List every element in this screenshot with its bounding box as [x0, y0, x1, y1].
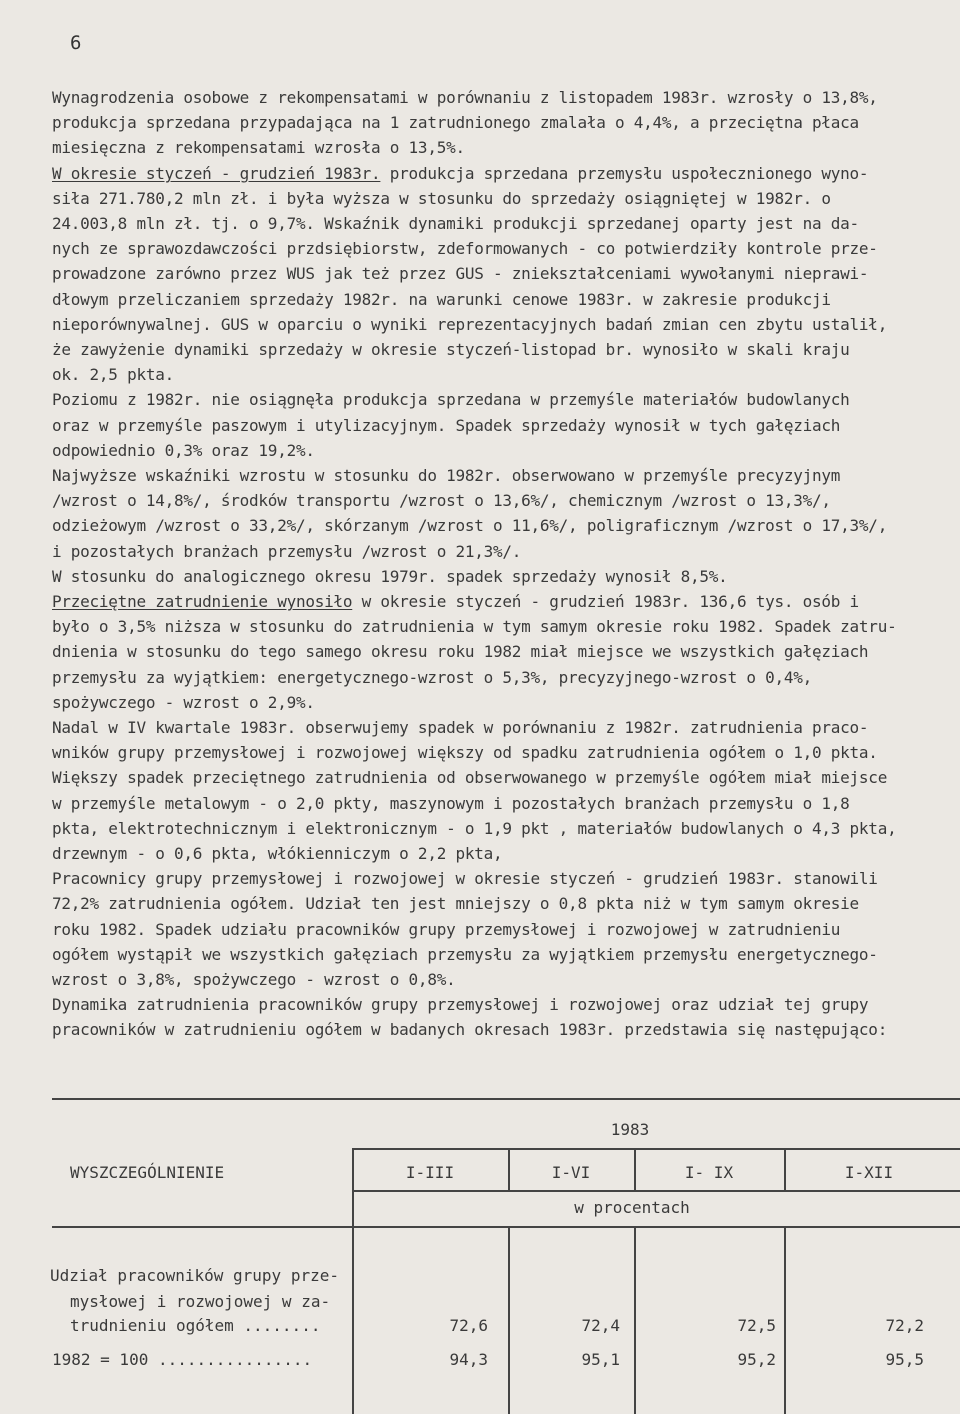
- text-line: [52, 693, 952, 713]
- text-line: [52, 970, 952, 990]
- table-col-header: I-VI: [551, 1163, 591, 1182]
- table-header-rule: [52, 1226, 960, 1228]
- line-text: oraz w przemyśle paszowym i utylizacyjnym. Spadek sprzedaży wynosił w tych gałęziach: [52, 416, 841, 435]
- text-line: [52, 920, 952, 940]
- text-line: [52, 945, 952, 965]
- table-top-rule: [52, 1098, 960, 1100]
- line-text: ogółem wystąpił we wszystkich gałęziach przemysłu za wyjątkiem przemysłu energetycznego-: [52, 945, 878, 964]
- text-line: [52, 390, 952, 410]
- line-text: że zawyżenie dynamiki sprzedaży w okresie styczeń-listopad br. wynosiło w skali kraju: [52, 340, 850, 359]
- table-col-header: I-III: [405, 1163, 455, 1182]
- line-text: Poziomu z 1982r. nie osiągnęła produkcja sprzedana w przemyśle materiałów budowlanych: [52, 390, 850, 409]
- text-line: [52, 491, 952, 511]
- text-line: [52, 138, 952, 158]
- table-vrule: [352, 1148, 354, 1414]
- table-vrule: [508, 1150, 510, 1192]
- text-line: [52, 592, 952, 612]
- text-line: [52, 365, 952, 385]
- text-line: [52, 894, 952, 914]
- table-row-label: mysłowej i rozwojowej w za-: [70, 1292, 331, 1311]
- line-text: W stosunku do analogicznego okresu 1979r. spadek sprzedaży wynosił 8,5%.: [52, 567, 728, 586]
- line-text: siła 271.780,2 mln zł. i była wyższa w stosunku do sprzedaży osiągniętej w 1982r. o: [52, 189, 831, 208]
- text-line: [52, 416, 952, 436]
- line-text: Najwyższe wskaźniki wzrostu w stosunku do 1982r. obserwowano w przemyśle precyzyjnym: [52, 466, 841, 485]
- line-text: dnienia w stosunku do tego samego okresu roku 1982 miał miejsce we wszystkich gałęziach: [52, 642, 869, 661]
- table-col-header: I- IX: [684, 1163, 734, 1182]
- page-number: 6: [70, 32, 82, 54]
- line-text: produkcja sprzedana przypadająca na 1 zatrudnionego zmalała o 4,4%, a przeciętna płaca: [52, 113, 859, 132]
- table-cell: 95,1: [581, 1350, 620, 1369]
- text-line: [52, 214, 952, 234]
- line-text: pracowników w zatrudnieniu ogółem w badanych okresach 1983r. przedstawia się następująco:: [52, 1020, 888, 1039]
- text-line: [52, 340, 952, 360]
- text-line: [52, 617, 952, 637]
- table-row-label: Udział pracowników grupy prze-: [50, 1266, 339, 1285]
- line-text: odzieżowym /wzrost o 33,2%/, skórzanym /wzrost o 11,6%/, poligraficznym /wzrost o 17,3%/,: [52, 516, 888, 535]
- line-text: 24.003,8 mln zł. tj. o 9,7%. Wskaźnik dynamiki produkcji sprzedanej oparty jest na da-: [52, 214, 859, 233]
- text-line: [52, 567, 952, 587]
- line-text: i pozostałych branżach przemysłu /wzrost o 21,3%/.: [52, 542, 522, 561]
- line-text: w przemyśle metalowym - o 2,0 pkty, maszynowym i pozostałych branżach przemysłu o 1,8: [52, 794, 850, 813]
- text-line: [52, 869, 952, 889]
- text-line: [52, 794, 952, 814]
- table-cell: 72,5: [737, 1316, 776, 1335]
- text-line: [52, 113, 952, 133]
- line-text: Pracownicy grupy przemysłowej i rozwojowej w okresie styczeń - grudzień 1983r. stanowili: [52, 869, 878, 888]
- table-cell: 94,3: [449, 1350, 488, 1369]
- text-line: [52, 189, 952, 209]
- table-year-header: 1983: [610, 1120, 650, 1139]
- text-line: [52, 264, 952, 284]
- line-text: pkta, elektrotechnicznym i elektronicznym - o 1,9 pkt , materiałów budowlanych o 4,3 pkta,: [52, 819, 897, 838]
- text-line: [52, 844, 952, 864]
- table-vrule: [784, 1150, 786, 1192]
- line-text: prowadzone zarówno przez WUS jak też przez GUS - zniekształceniami wywołanymi nieprawi-: [52, 264, 869, 283]
- text-line: [52, 441, 952, 461]
- line-text: nych ze sprawozdawczości przdsiębiorstw, zdeformowanych - co potwierdziły kontrole prze-: [52, 239, 878, 258]
- text-line: [52, 995, 952, 1015]
- line-text: nieporównywalnej. GUS w oparciu o wyniki reprezentacyjnych badań zmian cen zbytu ustalił,: [52, 315, 888, 334]
- line-text: spożywczego - wzrost o 2,9%.: [52, 693, 315, 712]
- line-text: Większy spadek przeciętnego zatrudnienia od obserwowanego w przemyśle ogółem miał miejsce: [52, 768, 888, 787]
- line-text: Wynagrodzenia osobowe z rekompensatami w porównaniu z listopadem 1983r. wzrosły o 13,8%,: [52, 88, 878, 107]
- line-text: Dynamika zatrudnienia pracowników grupy przemysłowej i rozwojowej oraz udział tej grupy: [52, 995, 869, 1014]
- table-vrule: [634, 1150, 636, 1192]
- text-line: [52, 718, 952, 738]
- text-line: [52, 516, 952, 536]
- text-line: [52, 88, 952, 108]
- text-line: [52, 164, 952, 184]
- text-line: [52, 542, 952, 562]
- table-col-header: I-XII: [844, 1163, 894, 1182]
- underlined-heading: W okresie styczeń - grudzień 1983r.: [52, 164, 381, 183]
- line-text: było o 3,5% niższa w stosunku do zatrudnienia w tym samym okresie roku 1982. Spadek zatru-: [52, 617, 897, 636]
- table-row-label: trudnieniu ogółem ........: [70, 1316, 321, 1335]
- text-line: [52, 668, 952, 688]
- line-text: dłowym przeliczaniem sprzedaży 1982r. na warunki cenowe 1983r. w zakresie produkcji: [52, 290, 831, 309]
- line-text: miesięczna z rekompensatami wzrosła o 13,5%.: [52, 138, 465, 157]
- table-cell: 72,6: [449, 1316, 488, 1335]
- line-text: roku 1982. Spadek udziału pracowników grupy przemysłowej i rozwojowej w zatrudnieniu: [52, 920, 841, 939]
- line-text: Nadal w IV kwartale 1983r. obserwujemy spadek w porównaniu z 1982r. zatrudnienia praco-: [52, 718, 869, 737]
- line-text: 72,2% zatrudnienia ogółem. Udział ten jest mniejszy o 0,8 pkta niż w tym samym okresie: [52, 894, 859, 913]
- table-unit: w procentach: [574, 1198, 690, 1217]
- table-row-header: WYSZCZEGÓLNIENIE: [70, 1163, 225, 1182]
- table-cell: 95,2: [737, 1350, 776, 1369]
- text-line: [52, 743, 952, 763]
- text-line: [52, 1020, 952, 1040]
- line-text: odpowiednio 0,3% oraz 19,2%.: [52, 441, 315, 460]
- table-cell: 72,2: [885, 1316, 924, 1335]
- text-line: [52, 315, 952, 335]
- table-cols-rule: [352, 1190, 960, 1192]
- table-row-label: 1982 = 100 ................: [52, 1350, 313, 1369]
- text-line: [52, 290, 952, 310]
- line-text: produkcja sprzedana przemysłu uspołecznionego wyno-: [380, 164, 869, 183]
- line-text: drzewnym - o 0,6 pkta, włókienniczym o 2,2 pkta,: [52, 844, 503, 863]
- text-line: [52, 819, 952, 839]
- text-line: [52, 642, 952, 662]
- table-year-rule: [352, 1148, 960, 1150]
- line-text: wników grupy przemysłowej i rozwojowej większy od spadku zatrudnienia ogółem o 1,0 pkta.: [52, 743, 878, 762]
- text-line: [52, 239, 952, 259]
- text-line: [52, 768, 952, 788]
- text-line: [52, 466, 952, 486]
- line-text: wzrost o 3,8%, spożywczego - wzrost o 0,8%.: [52, 970, 456, 989]
- table-cell: 95,5: [885, 1350, 924, 1369]
- underlined-heading: Przeciętne zatrudnienie wynosiło: [52, 592, 353, 611]
- table-cell: 72,4: [581, 1316, 620, 1335]
- line-text: przemysłu za wyjątkiem: energetycznego-wzrost o 5,3%, precyzyjnego-wzrost o 0,4%,: [52, 668, 813, 687]
- line-text: ok. 2,5 pkta.: [52, 365, 174, 384]
- line-text: w okresie styczeń - grudzień 1983r. 136,6 tys. osób i: [352, 592, 859, 611]
- line-text: /wzrost o 14,8%/, środków transportu /wzrost o 13,6%/, chemicznym /wzrost o 13,3%/,: [52, 491, 831, 510]
